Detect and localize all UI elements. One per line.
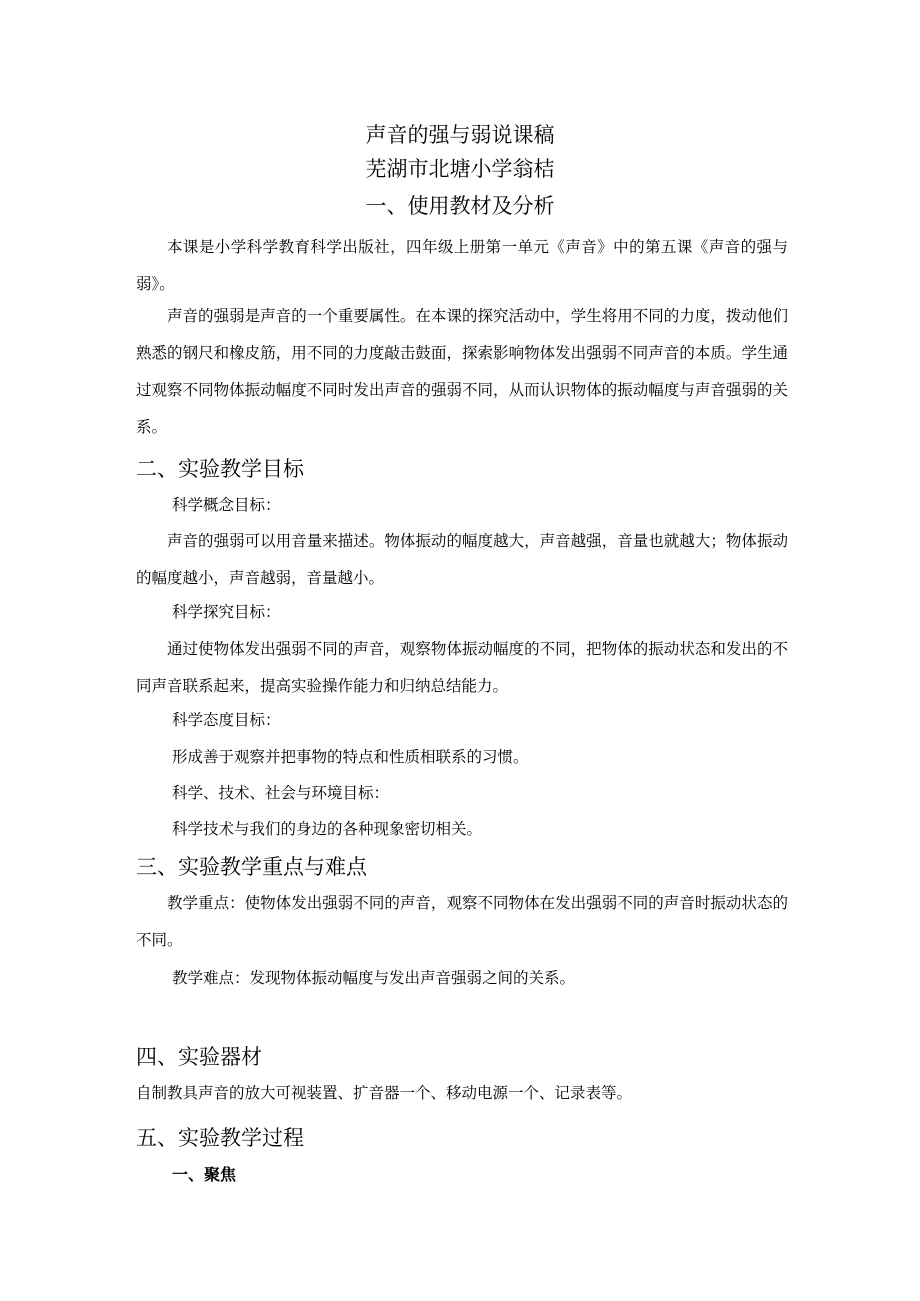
concept-goal-label: 科学概念目标： bbox=[172, 496, 281, 514]
equipment-text: 自制教具声音的放大可视装置、扩音器一个、移动电源一个、记录表等。 bbox=[136, 1084, 633, 1102]
sts-goal-label: 科学、技术、社会与环境目标： bbox=[172, 784, 390, 802]
attitude-goal-label: 科学态度目标： bbox=[172, 711, 281, 729]
sts-goal-text: 科学技术与我们的身边的各种现象密切相关。 bbox=[172, 820, 483, 838]
section-2-heading: 二、实验教学目标 bbox=[136, 457, 304, 481]
section-5-heading: 五、实验教学过程 bbox=[136, 1126, 304, 1150]
attitude-goal-text: 形成善于观察并把事物的特点和性质相联系的习惯。 bbox=[172, 748, 529, 766]
document-author: 芜湖市北塘小学翁桔 bbox=[365, 157, 555, 181]
teaching-key-point: 教学重点：使物体发出强弱不同的声音，观察不同物体在发出强弱不同的声音时振动状态的不同。 bbox=[136, 894, 788, 949]
section-4-heading: 四、实验器材 bbox=[136, 1045, 262, 1069]
teaching-difficulty: 教学难点：发现物体振动幅度与发出声音强弱之间的关系。 bbox=[172, 969, 576, 987]
document-title: 声音的强与弱说课稿 bbox=[365, 123, 555, 147]
concept-goal-text: 声音的强弱可以用音量来描述。物体振动的幅度越大，声音越强，音量也就越大；物体振动的幅度越小，声音越弱，音量越小。 bbox=[136, 532, 788, 587]
inquiry-goal-label: 科学探究目标： bbox=[172, 603, 281, 621]
section-1-paragraph-2: 声音的强弱是声音的一个重要属性。在本课的探究活动中，学生将用不同的力度，拨动他们熟悉的钢尺和橡皮筋，用不同的力度敲击鼓面，探索影响物体发出强弱不同声音的本质。学生通过观察不同物体振动幅度不同时发出声音的强弱不同，从而认识物体的振动幅度与声音强弱的关系。 bbox=[136, 307, 788, 436]
inquiry-goal-text: 通过使物体发出强弱不同的声音，观察物体振动幅度的不同，把物体的振动状态和发出的不同声音联系起来，提高实验操作能力和归纳总结能力。 bbox=[136, 640, 788, 695]
section-1-paragraph-1: 本课是小学科学教育科学出版社，四年级上册第一单元《声音》中的第五课《声音的强与弱》。 bbox=[136, 238, 788, 293]
section-1-heading: 一、使用教材及分析 bbox=[365, 194, 555, 218]
section-5-subheading-focus: 一、聚焦 bbox=[172, 1165, 237, 1184]
section-3-heading: 三、实验教学重点与难点 bbox=[136, 855, 367, 879]
